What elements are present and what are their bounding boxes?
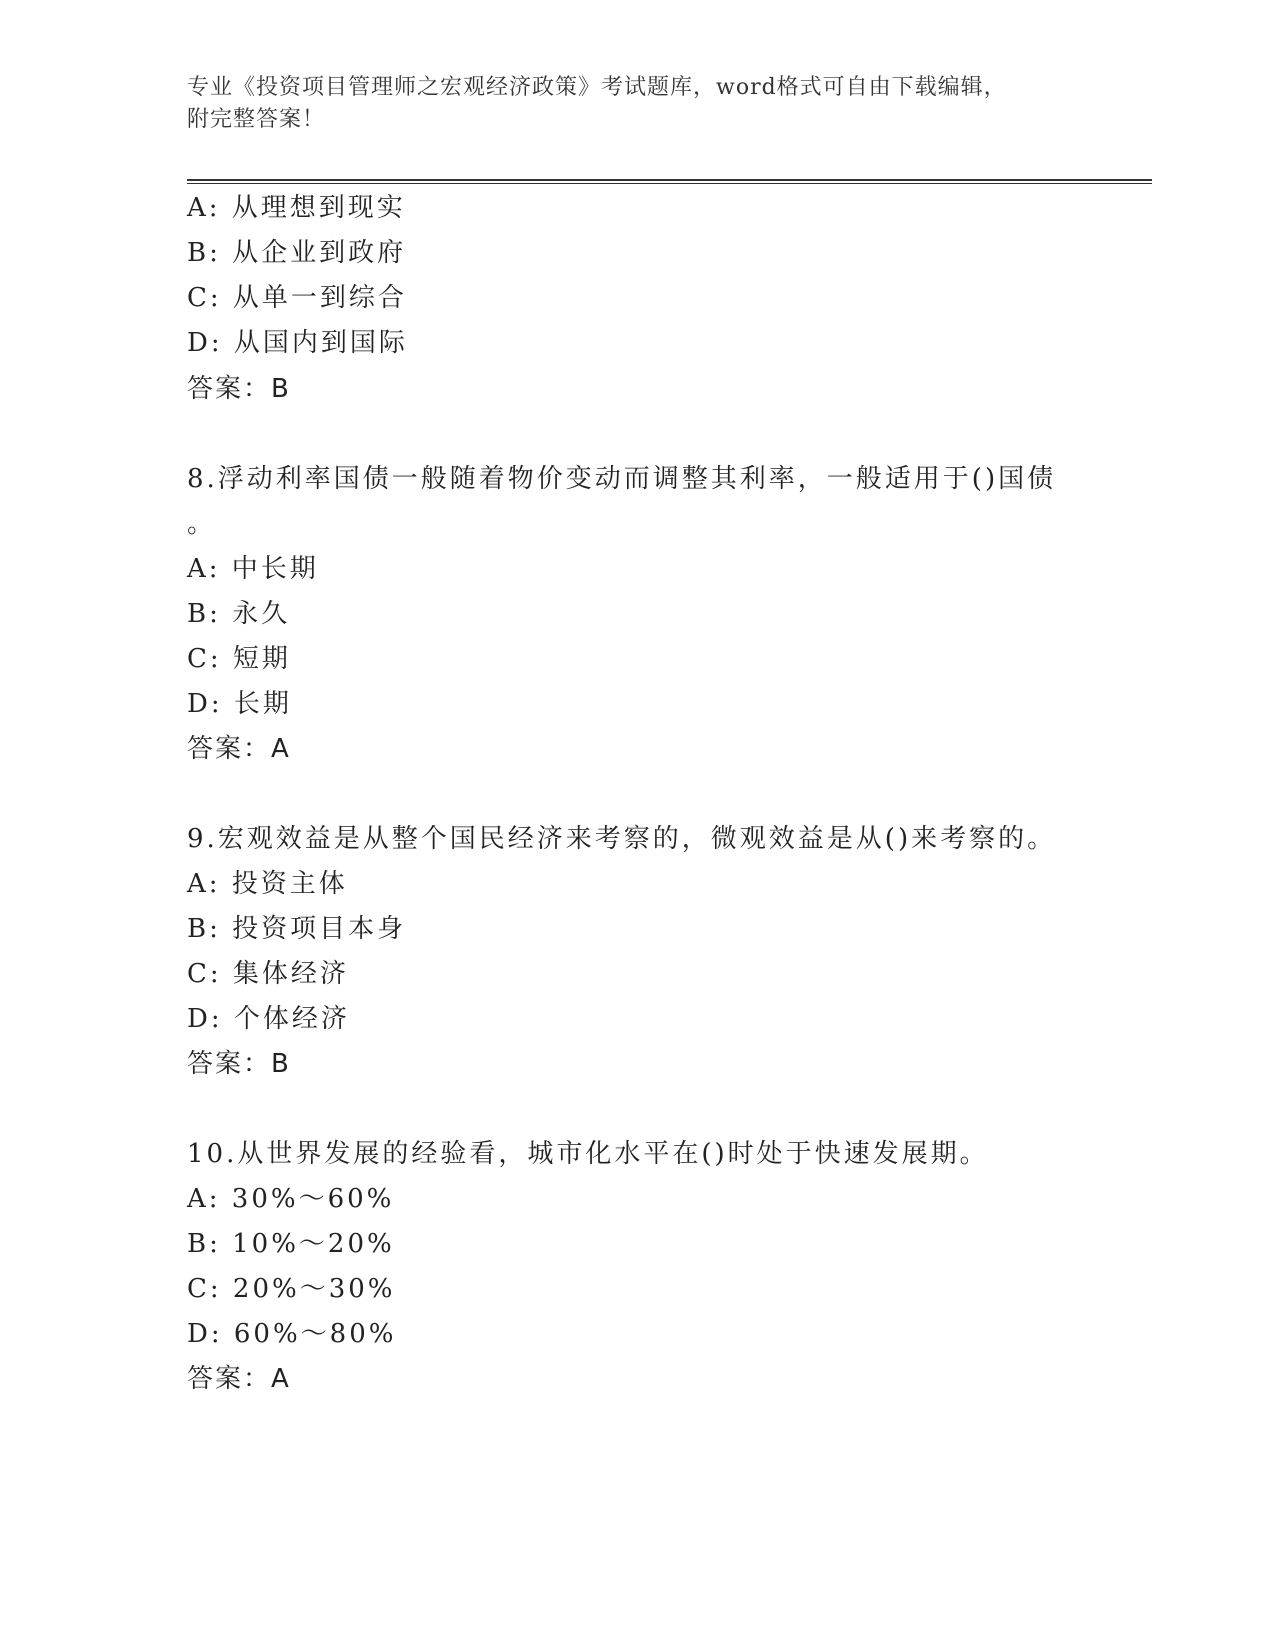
- q8-question-continued: 。: [187, 509, 217, 539]
- q7-answer: 答案：B: [187, 374, 291, 404]
- q9-option-c: C: 集体经济: [187, 959, 349, 989]
- q10-option-b: B: 10%～20%: [187, 1229, 395, 1259]
- q10-option-d: D: 60%～80%: [187, 1319, 397, 1349]
- q9-option-d: D: 个体经济: [187, 1004, 350, 1034]
- header-line-1: 专业《投资项目管理师之宏观经济政策》考试题库，word格式可自由下载编辑，: [187, 75, 1007, 100]
- q8-option-d: D: 长期: [187, 689, 292, 719]
- document-header: [187, 72, 1087, 136]
- q8-question: 8.浮动利率国债一般随着物价变动而调整其利率，一般适用于()国债: [187, 464, 1057, 494]
- q7-option-b: B: 从企业到政府: [187, 238, 407, 268]
- q10-answer: 答案：A: [187, 1364, 291, 1394]
- q9-option-a: A: 投资主体: [187, 869, 348, 899]
- header-line-2: 附完整答案！: [187, 107, 326, 132]
- q10-option-a: A: 30%～60%: [187, 1184, 395, 1214]
- q9-option-b: B: 投资项目本身: [187, 914, 407, 944]
- q7-option-d: D: 从国内到国际: [187, 328, 408, 358]
- q8-option-b: B: 永久: [187, 599, 291, 629]
- q7-option-a: A: 从理想到现实: [187, 193, 406, 223]
- header-divider: [187, 179, 1152, 184]
- q10-question: 10.从世界发展的经验看，城市化水平在()时处于快速发展期。: [187, 1139, 989, 1169]
- q8-option-a: A: 中长期: [187, 554, 319, 584]
- q10-option-c: C: 20%～30%: [187, 1274, 396, 1304]
- q9-question: 9.宏观效益是从整个国民经济来考察的，微观效益是从()来考察的。: [187, 824, 1057, 854]
- q9-answer: 答案：B: [187, 1049, 291, 1079]
- q8-option-c: C: 短期: [187, 644, 291, 674]
- q7-option-c: C: 从单一到综合: [187, 283, 407, 313]
- q8-answer: 答案：A: [187, 734, 291, 764]
